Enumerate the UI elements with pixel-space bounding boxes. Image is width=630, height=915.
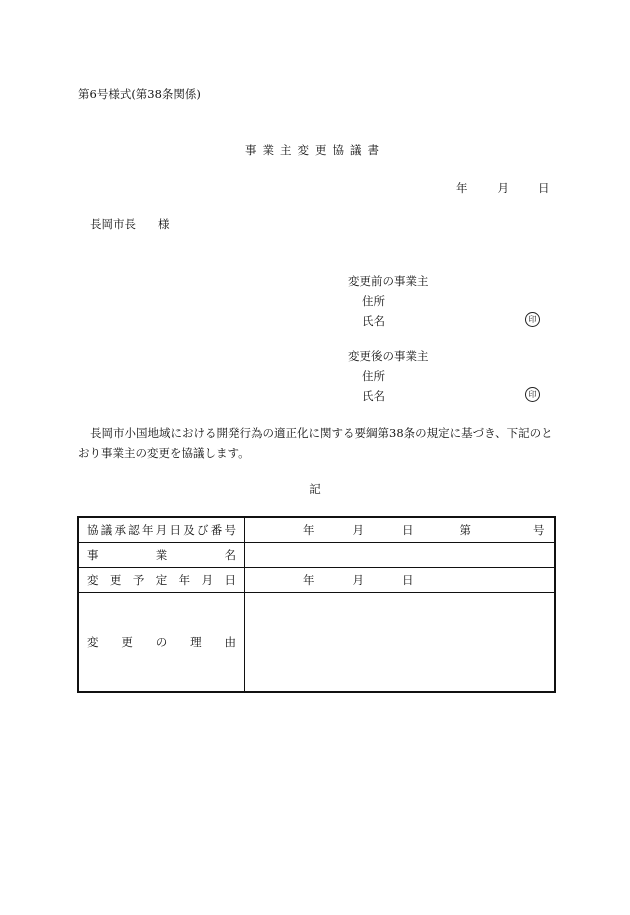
after-seal-icon: 印 bbox=[525, 387, 540, 402]
after-address-label: 住所 bbox=[362, 369, 385, 383]
approval-date-number-label: 協議承認年月日及び番号 bbox=[78, 517, 245, 543]
change-reason-label: 変更の理由 bbox=[78, 593, 245, 693]
planned-year: 年 bbox=[303, 573, 315, 587]
planned-change-date-value bbox=[245, 568, 556, 593]
planned-change-date-label: 変更予定年月日 bbox=[78, 568, 245, 593]
change-reason-value bbox=[245, 593, 556, 693]
body-paragraph: 長岡市小国地域における開発行為の適正化に関する要綱第38条の規定に基づき、下記のとおり事業主の変更を協議します。 bbox=[78, 426, 553, 460]
addressee-honorific: 様 bbox=[158, 217, 170, 231]
addressee bbox=[90, 216, 170, 232]
before-heading: 変更前の事業主 bbox=[348, 274, 429, 288]
before-address-label: 住所 bbox=[362, 294, 385, 308]
approval-month: 月 bbox=[352, 523, 364, 537]
after-name-label: 氏名 bbox=[362, 389, 385, 403]
approval-year: 年 bbox=[303, 523, 315, 537]
before-seal-icon: 印 bbox=[525, 312, 540, 327]
business-name-label: 事業名 bbox=[78, 543, 245, 568]
date-month: 月 bbox=[497, 181, 509, 195]
after-heading: 変更後の事業主 bbox=[348, 349, 429, 363]
approval-date-number-value bbox=[245, 517, 556, 543]
planned-month: 月 bbox=[352, 573, 364, 587]
approval-dai: 第 bbox=[459, 523, 471, 537]
table-row bbox=[78, 517, 555, 543]
date-line bbox=[456, 180, 550, 196]
table-row bbox=[78, 543, 555, 568]
details-table bbox=[77, 516, 556, 693]
addressee-name: 長岡市長 bbox=[90, 217, 136, 231]
form-number-label: 第6号様式(第38条関係) bbox=[78, 87, 201, 101]
ki-heading: 記 bbox=[309, 482, 321, 496]
planned-day: 日 bbox=[402, 573, 414, 587]
table-row bbox=[78, 568, 555, 593]
approval-go: 号 bbox=[533, 523, 545, 537]
approval-day: 日 bbox=[402, 523, 414, 537]
date-day: 日 bbox=[538, 181, 550, 195]
document-title: 事業主変更協議書 bbox=[245, 143, 385, 157]
date-year: 年 bbox=[456, 181, 468, 195]
before-name-label: 氏名 bbox=[362, 314, 385, 328]
business-name-value bbox=[245, 543, 556, 568]
table-row bbox=[78, 593, 555, 693]
